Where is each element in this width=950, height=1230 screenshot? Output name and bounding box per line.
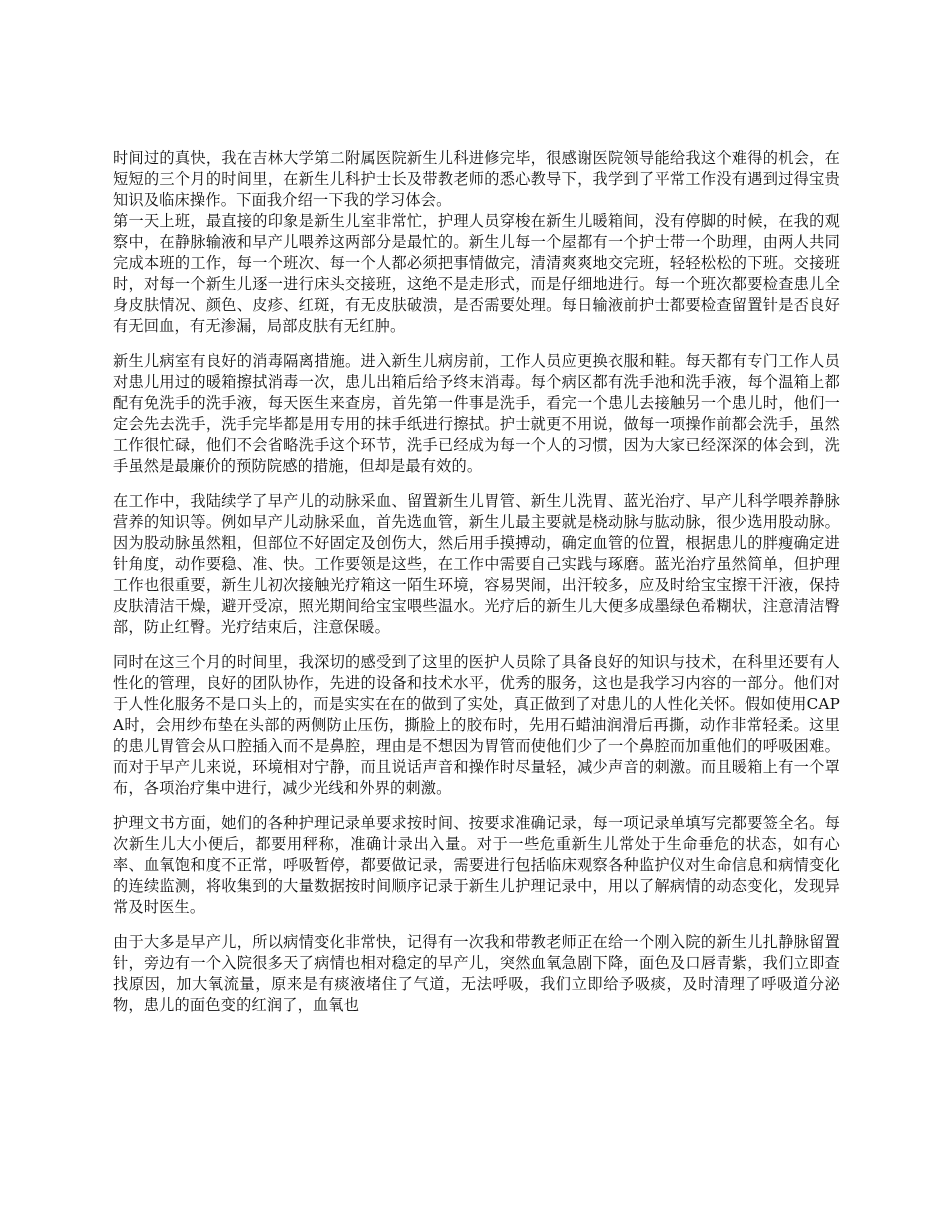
paragraph-first-day: 第一天上班，最直接的印象是新生儿室非常忙，护理人员穿梭在新生儿暖箱间，没有停脚的时候，在我的观察中，在静脉输液和早产儿喂养这两部分是最忙的。新生儿每一个屋都有一个护士带一个助理，由两人共同完成本班的工作，每一个班次、每一个人都必须把事情做完，清清爽爽地交完班，轻轻松松的下班。交接班时，对每一个新生儿逐一进行床头交接班，这绝不是走形式，而是仔细地进行。每一个班次都要检查患儿全身皮肤情况、颜色、皮疹、红斑，有无皮肤破溃，是否需要处理。每日输液前护士都要检查留置针是否良好有无回血，有无渗漏，局部皮肤有无红肿。 xyxy=(113,212,840,335)
paragraph-disinfection: 新生儿病室有良好的消毒隔离措施。进入新生儿病房前，工作人员应更换衣服和鞋。每天都有专门工作人员对患儿用过的暖箱擦拭消毒一次，患儿出箱后给予终末消毒。每个病区都有洗手池和洗手液，每个温箱上都配有免洗手的洗手液，每天医生来查房，首先第一件事是洗手，看完一个患儿去接触另一个患儿时，他们一定会先去洗手，洗手完毕都是用专用的抹手纸进行擦拭。护士就更不用说，做每一项操作前都会洗手，虽然工作很忙碌，他们不会省略洗手这个环节，洗手已经成为每一个人的习惯，因为大家已经深深的体会到，洗手虽然是最廉价的预防院感的措施，但却是最有效的。 xyxy=(113,352,840,475)
paragraph-humanized-care: 同时在这三个月的时间里，我深切的感受到了这里的医护人员除了具备良好的知识与技术，在科里还要有人性化的管理，良好的团队协作，先进的设备和技术水平，优秀的服务，这也是我学习内容的一部分。他们对于人性化服务不是口头上的，而是实实在在的做到了实处，真正做到了对患儿的人性化关怀。假如使用CAPA时，会用纱布垫在头部的两侧防止压伤，撕脸上的胶布时，先用石蜡油润滑后再撕，动作非常轻柔。这里的患儿胃管会从口腔插入而不是鼻腔，理由是不想因为胃管而使他们少了一个鼻腔而加重他们的呼吸困难。而对于早产儿来说，环境相对宁静，而且说话声音和操作时尽量轻，减少声音的刺激。而且暖箱上有一个罩布，各项治疗集中进行，减少光线和外界的刺激。 xyxy=(113,653,840,797)
paragraph-skills: 在工作中，我陆续学了早产儿的动脉采血、留置新生儿胃管、新生儿洗胃、蓝光治疗、早产儿科学喂养静脉营养的知识等。例如早产儿动脉采血，首先选血管，新生儿最主要就是桡动脉与肱动脉，很少选用股动脉。因为股动脉虽然粗，但部位不好固定及创伤大，然后用手摸搏动，确定血管的位置，根据患儿的胖瘦确定进针角度，动作要稳、准、快。工作要领是这些，在工作中需要自己实践与琢磨。蓝光治疗虽然简单，但护理工作也很重要，新生儿初次接触光疗箱这一陌生环境，容易哭闹，出汗较多，应及时给宝宝擦干汗液，保持皮肤清洁干燥，避开受凉，照光期间给宝宝喂些温水。光疗后的新生儿大便多成墨绿色希糊状，注意清洁臀部，防止红臀。光疗结束后，注意保暖。 xyxy=(113,492,840,636)
document-body xyxy=(113,148,840,1030)
paragraph-nursing-records: 护理文书方面，她们的各种护理记录单要求按时间、按要求准确记录，每一项记录单填写完都要签全名。每次新生儿大小便后，都要用秤称，准确计录出入量。对于一些危重新生儿常处于生命垂危的状态，如有心率、血氧饱和度不正常，呼吸暂停，都要做记录，需要进行包括临床观察各种监护仪对生命信息和病情变化的连续监测，将收集到的大量数据按时间顺序记录于新生儿护理记录中，用以了解病情的动态变化，发现异常及时医生。 xyxy=(113,814,840,916)
paragraph-intro: 时间过的真快，我在吉林大学第二附属医院新生儿科进修完毕，很感谢医院领导能给我这个难得的机会，在短短的三个月的时间里，在新生儿科护士长及带教老师的悉心教导下，我学到了平常工作没有遇到过得宝贵知识及临床操作。下面我介绍一下我的学习体会。 xyxy=(113,149,840,209)
paragraph-emergency: 由于大多是早产儿，所以病情变化非常快，记得有一次我和带教老师正在给一个刚入院的新生儿扎静脉留置针，旁边有一个入院很多天了病情也相对稳定的早产儿，突然血氧急剧下降，面色及口唇青紫，我们立即查找原因，加大氧流量，原来是有痰液堵住了气道，无法呼吸，我们立即给予吸痰，及时清理了呼吸道分泌物，患儿的面色变的红润了，血氧也 xyxy=(113,933,840,1014)
